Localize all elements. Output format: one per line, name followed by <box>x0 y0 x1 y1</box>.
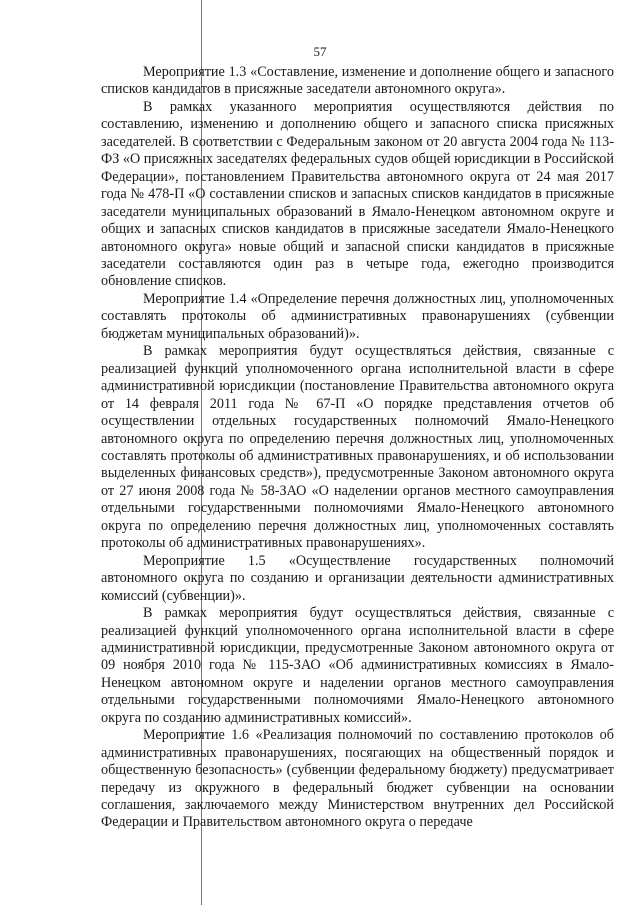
paragraph-event-1-4-details: В рамках мероприятия будут осуществляться действия, связанные с реализацией функций уполномоченного органа исполнительной власти в сфере административной юрисдикции (постановление Правительства автономного округа от 14 февраля 2011 года № 67-П «О порядке представления отчетов об осуществлении отдельных государственных полномочий Ямало-Ненецкого автономного округа по определению перечня должностных лиц, уполномоченных составлять протоколы об административных правонарушениях, и об использовании выделенных финансовых средств»), предусмотренные Законом автономного округа от 27 июня 2008 года № 58-ЗАО «О наделении органов местного самоуправления отдельными государственными полномочиями Ямало-Ненецкого автономного округа по определению перечня должностных лиц, уполномоченных составлять протоколы об административных правонарушениях». <box>101 343 614 552</box>
paragraph-event-1-3-details: В рамках указанного мероприятия осуществляются действия по составлению, изменению и дополнению общего и запасного списка присяжных заседателей. В соответствии с Федеральным законом от 20 августа 2004 года № 113-ФЗ «О присяжных заседателях федеральных судов общей юрисдикции в Российской Федерации», постановлением Правительства автономного округа от 24 мая 2017 года № 478-П «О составлении списков и запасных списков кандидатов в присяжные заседатели муниципальных образований в Ямало-Ненецком автономном округе и общих и запасных списков кандидатов в присяжные заседатели Ямало-Ненецкого автономного округа» новые общий и запасной списки кандидатов в присяжные заседатели составляются один раз в четыре года, ежегодно производится обновление списков. <box>101 98 614 290</box>
paragraph-event-1-5-details: В рамках мероприятия будут осуществляться действия, связанные с реализацией функций уполномоченного органа исполнительной власти в сфере административной юрисдикции, предусмотренные Законом автономного округа от 09 ноября 2010 года № 115-ЗАО «Об административных комиссиях в Ямало-Ненецком автономном округе и наделении органов местного самоуправления отдельными государственными полномочиями Ямало-Ненецкого автономного округа по созданию административных комиссий». <box>101 605 614 726</box>
paragraph-event-1-6: Мероприятие 1.6 «Реализация полномочий по составлению протоколов об административных правонарушениях, посягающих на общественный порядок и общественную безопасность» (субвенции федеральному бюджету) предусматривает передачу из окружного в федеральный бюджет субвенции на основании соглашения, заключаемого между Министерством внутренних дел Российской Федерации и Правительством автономного округа о передаче <box>101 727 614 831</box>
paragraph-event-1-5: Мероприятие 1.5 «Осуществление государственных полномочий автономного округа по созданию и организации деятельности административных комиссий (субвенции)». <box>101 552 614 604</box>
paragraph-event-1-4: Мероприятие 1.4 «Определение перечня должностных лиц, уполномоченных составлять протоколы об административных правонарушениях (субвенции бюджетам муниципальных образований)». <box>101 290 614 342</box>
paragraph-event-1-3: Мероприятие 1.3 «Составление, изменение и дополнение общего и запасного списков кандидатов в присяжные заседатели автономного округа». <box>101 64 614 98</box>
document-body <box>101 64 614 832</box>
page-number: 57 <box>313 44 327 59</box>
